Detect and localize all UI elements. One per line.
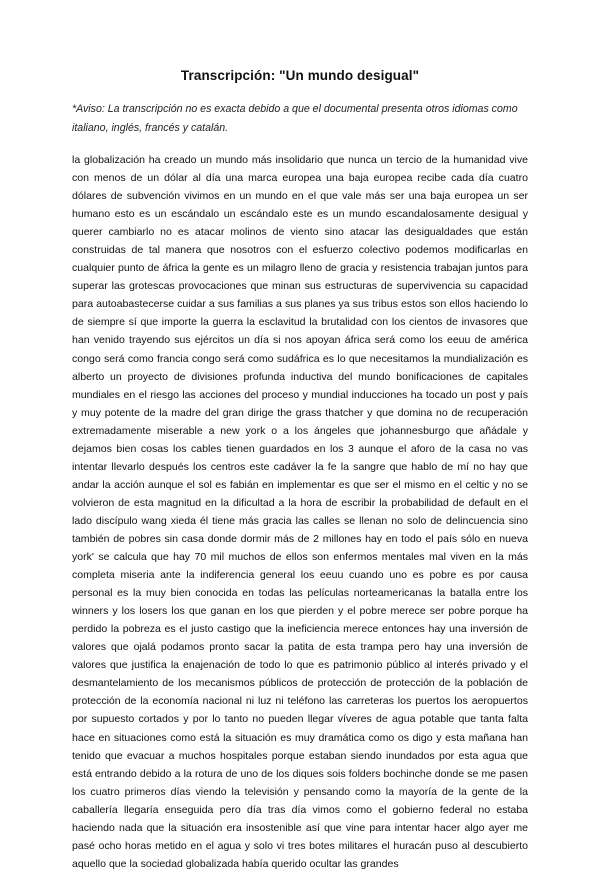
transcript-body: la globalización ha creado un mundo más insolidario que nunca un tercio de la humanidad vive con menos de un dólar al día una marca europea una baja europea recibe cada día cuatro dólares de subvención vivimos en un mundo en el que vale más ser una baja europea un ser humano esto es un escándalo un escándalo este es un mundo escandalosamente desigual y querer cambiarlo no es atacar molinos de viento sino atacar las desigualdades que están construidas de tal manera que nosotros con el esfuerzo colectivo podemos modificarlas en cualquier punto de áfrica la gente es un milagro lleno de gracia y resistencia trabajan juntos para superar las grotescas provocaciones que minan sus estructuras de supervivencia su capacidad para autoabastecerse cuidar a sus familias a sus planes ya sus tribus estos son ellos haciendo lo de siempre sí que importe la guerra la esclavitud la brutalidad con los cientos de invasores que han venido trayendo sus ejércitos un día si nos apoyan áfrica será como los eeuu de américa congo será como francia congo será como sudáfrica es lo que necesitamos la mundialización es alberto un proyecto de divisiones profunda inductiva del mundo bonificaciones de capitales mundiales en el riesgo las acciones del proceso y mundial inducciones ha tocado un post y país y muy potente de la madre del gran dirige the grass thatcher y que domina no de recuperación extremadamente miserable a new york o a los ángeles que johannesburgo que añádale y dejamos bien cosas los cables tienen guardados en los 3 aunque el aforo de la casa no vas intentar llevarlo después los centros este cadáver la fe la sangre que hablo de mí no hay que andar la acción aunque el sol es fabián en implementar es que ser el mismo en el celtic y no se volvieron de esta magnitud en la dificultad a la hora de escribir la probabilidad de default en el lado discípulo wang xieda él tiene más gracia las calles se llenan no solo de delincuencia sino también de pobres sin casa donde dormir más de 2 millones hay en todo el país sólo en nueva york' se calcula que hay 70 mil muchos de ellos son enfermos mentales mal viven en la más completa miseria ante la indiferencia general los eeuu cuando uno es pobre es por causa personal es la muy bien conocida en todas las películas norteamericanas la batalla entre los winners y los losers los que ganan en los que pierden y el pobre merece ser pobre porque ha perdido la pobreza es el justo castigo que la ineficiencia merece entonces hay una inversión de valores que ojalá podamos pronto sacar la patita de esta trampa pero hay una inversión de valores que justifica la enajenación de todo lo que es patrimonio público al interés privado y el desmantelamiento de los mecanismos públicos de protección de protección de la población de protección de la economía nacional ni luz ni teléfono las carreteras los puertos los aeropuertos por supuesto cortados y por lo tanto no pueden llegar víveres de agua potable que tanta falta hace en situaciones como está la situación es muy dramática como os digo y esta mañana han tenido que evacuar a muchos hospitales porque estaban siendo inundados por esta agua que está entrando debido a la rotura de uno de los diques sois folders bochinche donde se me pasen los cuatro primeros días viendo la televisión y pensando como la mayoría de la gente de la caballería llegaría enseguida pero día tras día vimos como el gobierno federal no estaba haciendo nada que la situación era insostenible así que vine para intentar hacer algo ayer me pasé ocho horas metido en el agua y solo vi tres botes militares el huracán puso al descubierto aquello que la sociedad globalizada había querido ocultar las grandes xyxy=(72,154,528,870)
document-title: Transcripción: "Un mundo desigual" xyxy=(180,68,420,83)
transcription-notice: *Aviso: La transcripción no es exacta debido a que el documental presenta otros idiomas como italiano, inglés, francés y catalán. xyxy=(72,103,518,134)
